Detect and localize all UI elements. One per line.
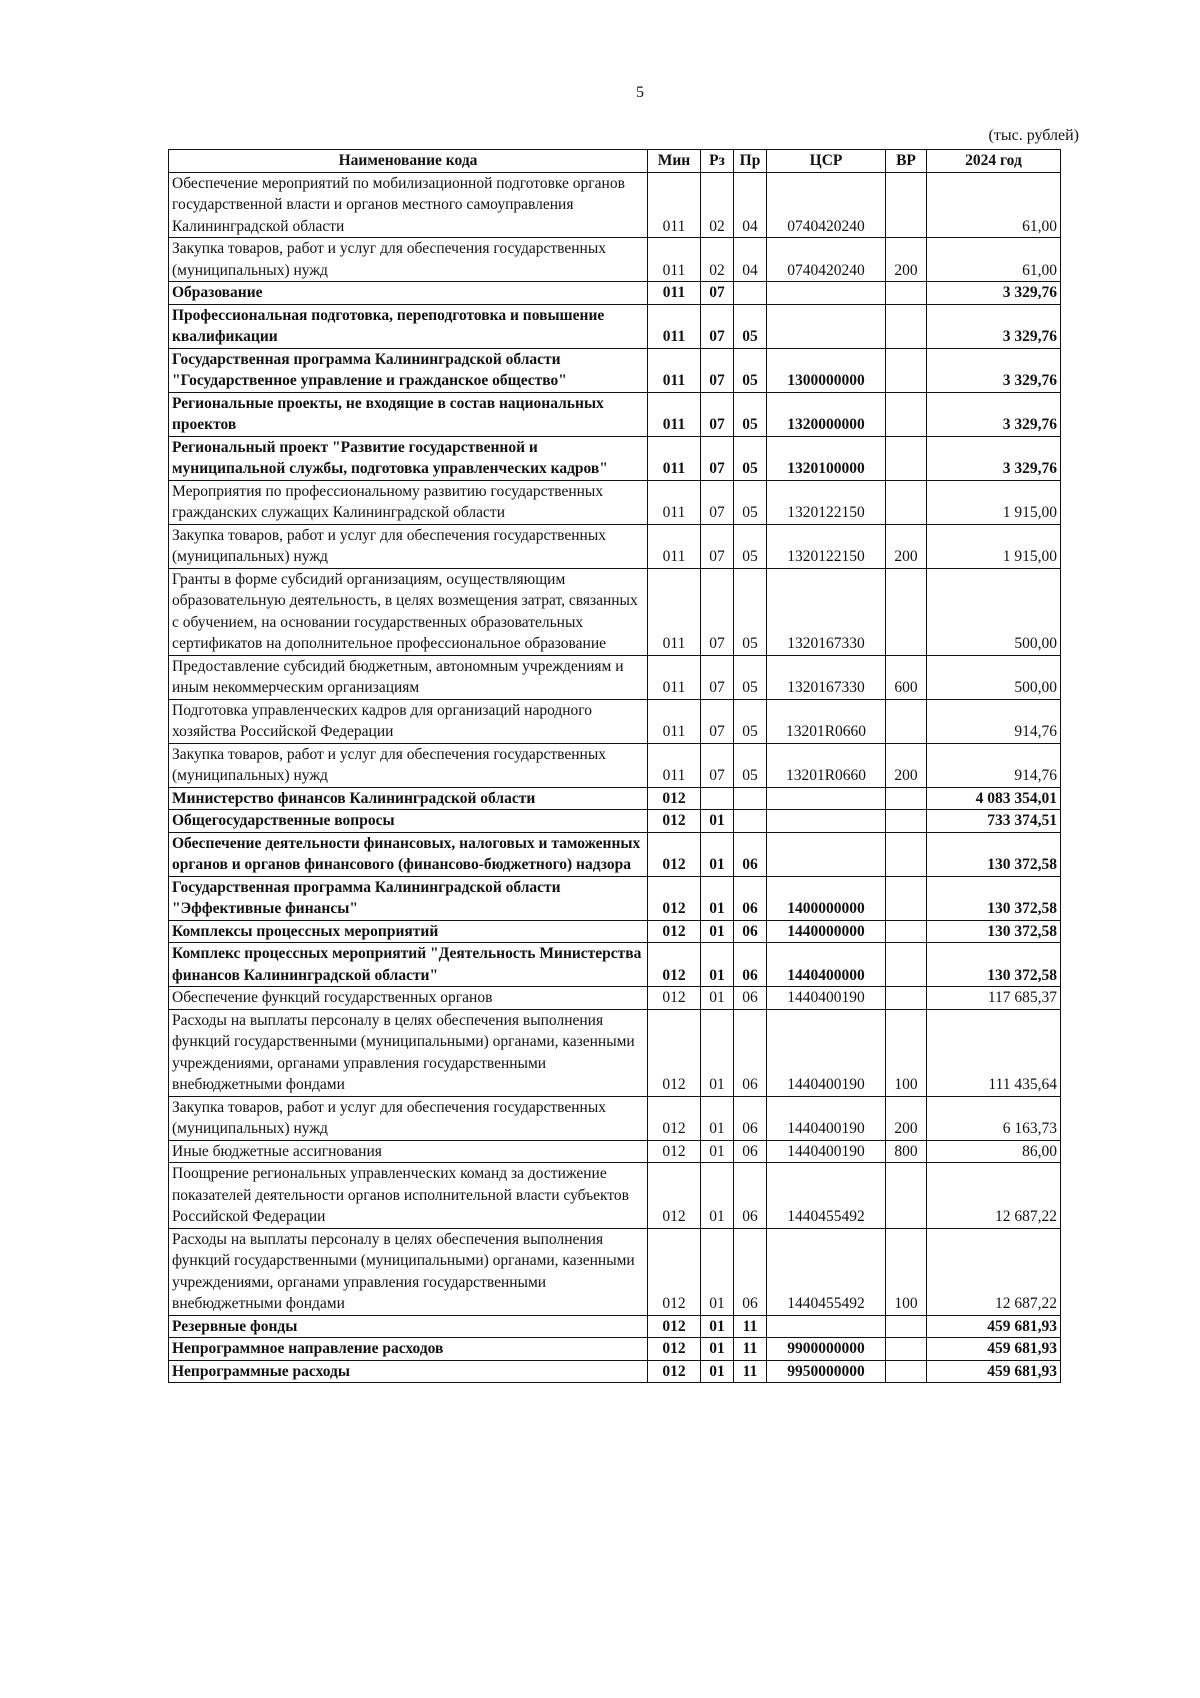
table-row	[169, 348, 1061, 392]
row-min-cell: 012	[648, 1315, 701, 1338]
row-amount-cell: 61,00	[927, 172, 1061, 238]
row-amount-cell: 130 372,58	[927, 943, 1061, 987]
row-rz-cell: 01	[701, 987, 734, 1010]
row-min-cell: 011	[648, 238, 701, 282]
row-pr-cell: 11	[734, 1338, 767, 1361]
row-rz-cell: 07	[701, 392, 734, 436]
row-vr-cell	[886, 568, 927, 655]
row-csr-cell	[767, 832, 886, 876]
table-row	[169, 943, 1061, 987]
table-row	[169, 524, 1061, 568]
row-csr-cell: 9950000000	[767, 1360, 886, 1383]
row-min-cell: 011	[648, 436, 701, 480]
row-vr-cell	[886, 436, 927, 480]
row-pr-cell: 06	[734, 1096, 767, 1140]
row-amount-cell: 3 329,76	[927, 436, 1061, 480]
row-min-cell: 012	[648, 810, 701, 833]
row-pr-cell: 06	[734, 1140, 767, 1163]
table-row	[169, 1009, 1061, 1096]
row-name-cell: Резервные фонды	[169, 1315, 648, 1338]
row-vr-cell	[886, 699, 927, 743]
row-vr-cell	[886, 1360, 927, 1383]
row-name-cell: Предоставление субсидий бюджетным, автономным учреждениям и иным некоммерческим организациям	[169, 655, 648, 699]
budget-table	[168, 149, 1061, 1383]
table-row	[169, 655, 1061, 699]
row-amount-cell: 130 372,58	[927, 920, 1061, 943]
row-min-cell: 011	[648, 392, 701, 436]
header-min: Мин	[648, 150, 701, 173]
table-row	[169, 1140, 1061, 1163]
row-name-cell: Закупка товаров, работ и услуг для обеспечения государственных (муниципальных) нужд	[169, 743, 648, 787]
row-min-cell: 012	[648, 987, 701, 1010]
table-row	[169, 392, 1061, 436]
units-label: (тыс. рублей)	[988, 127, 1079, 144]
row-name-cell: Подготовка управленческих кадров для организаций народного хозяйства Российской Федерации	[169, 699, 648, 743]
row-pr-cell: 05	[734, 480, 767, 524]
row-vr-cell	[886, 1315, 927, 1338]
row-vr-cell	[886, 348, 927, 392]
table-row	[169, 699, 1061, 743]
row-amount-cell: 500,00	[927, 655, 1061, 699]
row-amount-cell: 459 681,93	[927, 1360, 1061, 1383]
row-vr-cell: 100	[886, 1228, 927, 1315]
row-csr-cell: 13201R0660	[767, 699, 886, 743]
row-csr-cell: 1320122150	[767, 480, 886, 524]
row-rz-cell: 07	[701, 304, 734, 348]
row-min-cell: 012	[648, 1163, 701, 1229]
row-name-cell: Государственная программа Калининградской области "Эффективные финансы"	[169, 876, 648, 920]
row-pr-cell: 04	[734, 238, 767, 282]
row-min-cell: 012	[648, 1360, 701, 1383]
row-csr-cell	[767, 304, 886, 348]
row-rz-cell: 02	[701, 238, 734, 282]
row-rz-cell: 01	[701, 1360, 734, 1383]
row-csr-cell: 1320167330	[767, 568, 886, 655]
row-amount-cell: 914,76	[927, 743, 1061, 787]
row-csr-cell: 13201R0660	[767, 743, 886, 787]
row-rz-cell: 07	[701, 282, 734, 305]
row-vr-cell: 200	[886, 238, 927, 282]
row-rz-cell: 01	[701, 1009, 734, 1096]
row-rz-cell: 01	[701, 1338, 734, 1361]
row-rz-cell: 07	[701, 655, 734, 699]
row-min-cell: 011	[648, 655, 701, 699]
row-csr-cell: 9900000000	[767, 1338, 886, 1361]
row-amount-cell: 914,76	[927, 699, 1061, 743]
table-row	[169, 876, 1061, 920]
row-min-cell: 012	[648, 943, 701, 987]
table-row	[169, 1338, 1061, 1361]
row-csr-cell: 1320100000	[767, 436, 886, 480]
row-pr-cell: 06	[734, 1163, 767, 1229]
row-pr-cell: 05	[734, 655, 767, 699]
row-pr-cell: 05	[734, 392, 767, 436]
row-name-cell: Комплексы процессных мероприятий	[169, 920, 648, 943]
row-name-cell: Закупка товаров, работ и услуг для обеспечения государственных (муниципальных) нужд	[169, 238, 648, 282]
row-csr-cell: 1440400190	[767, 1009, 886, 1096]
row-name-cell: Гранты в форме субсидий организациям, осуществляющим образовательную деятельность, в целях возмещения затрат, связанных с обучением, на основании государственных образовательных сертификатов на дополнительное профессиональное образование	[169, 568, 648, 655]
row-name-cell: Профессиональная подготовка, переподготовка и повышение квалификации	[169, 304, 648, 348]
row-name-cell: Министерство финансов Калининградской области	[169, 787, 648, 810]
row-rz-cell: 01	[701, 1315, 734, 1338]
table-row	[169, 568, 1061, 655]
row-amount-cell: 3 329,76	[927, 392, 1061, 436]
row-min-cell: 012	[648, 787, 701, 810]
row-rz-cell: 01	[701, 1140, 734, 1163]
row-rz-cell: 07	[701, 699, 734, 743]
row-min-cell: 012	[648, 1096, 701, 1140]
row-min-cell: 012	[648, 832, 701, 876]
row-csr-cell: 0740420240	[767, 238, 886, 282]
row-name-cell: Комплекс процессных мероприятий "Деятельность Министерства финансов Калининградской области"	[169, 943, 648, 987]
row-rz-cell: 07	[701, 524, 734, 568]
row-vr-cell	[886, 480, 927, 524]
row-csr-cell	[767, 810, 886, 833]
row-csr-cell: 1440400190	[767, 987, 886, 1010]
row-csr-cell: 1400000000	[767, 876, 886, 920]
table-body	[169, 172, 1061, 1383]
row-min-cell: 011	[648, 568, 701, 655]
row-name-cell: Непрограммное направление расходов	[169, 1338, 648, 1361]
row-min-cell: 012	[648, 876, 701, 920]
row-pr-cell: 05	[734, 524, 767, 568]
row-name-cell: Государственная программа Калининградской области "Государственное управление и гражданское общество"	[169, 348, 648, 392]
row-amount-cell: 12 687,22	[927, 1228, 1061, 1315]
row-csr-cell: 1300000000	[767, 348, 886, 392]
row-amount-cell: 86,00	[927, 1140, 1061, 1163]
row-csr-cell: 1440400190	[767, 1096, 886, 1140]
row-vr-cell	[886, 832, 927, 876]
row-pr-cell: 06	[734, 832, 767, 876]
table-row	[169, 304, 1061, 348]
row-vr-cell	[886, 392, 927, 436]
row-amount-cell: 3 329,76	[927, 282, 1061, 305]
row-amount-cell: 733 374,51	[927, 810, 1061, 833]
row-pr-cell: 05	[734, 699, 767, 743]
row-amount-cell: 12 687,22	[927, 1163, 1061, 1229]
row-name-cell: Непрограммные расходы	[169, 1360, 648, 1383]
row-amount-cell: 3 329,76	[927, 304, 1061, 348]
row-pr-cell	[734, 810, 767, 833]
table-row	[169, 480, 1061, 524]
row-vr-cell	[886, 172, 927, 238]
row-min-cell: 011	[648, 743, 701, 787]
table-row	[169, 238, 1061, 282]
header-rz: Рз	[701, 150, 734, 173]
row-name-cell: Расходы на выплаты персоналу в целях обеспечения выполнения функций государственными (муниципальными) органами, казенными учреждениями, органами управления государственными внебюджетными фондами	[169, 1009, 648, 1096]
row-rz-cell: 01	[701, 943, 734, 987]
row-min-cell: 012	[648, 1338, 701, 1361]
row-rz-cell: 01	[701, 1096, 734, 1140]
row-vr-cell	[886, 810, 927, 833]
row-name-cell: Обеспечение деятельности финансовых, налоговых и таможенных органов и органов финансового (финансово-бюджетного) надзора	[169, 832, 648, 876]
row-pr-cell: 06	[734, 943, 767, 987]
row-rz-cell: 01	[701, 810, 734, 833]
row-rz-cell	[701, 787, 734, 810]
row-rz-cell: 01	[701, 876, 734, 920]
row-rz-cell: 01	[701, 1163, 734, 1229]
table-row	[169, 920, 1061, 943]
row-name-cell: Расходы на выплаты персоналу в целях обеспечения выполнения функций государственными (муниципальными) органами, казенными учреждениями, органами управления государственными внебюджетными фондами	[169, 1228, 648, 1315]
row-pr-cell	[734, 787, 767, 810]
row-rz-cell: 01	[701, 1228, 734, 1315]
row-pr-cell: 06	[734, 1228, 767, 1315]
row-amount-cell: 459 681,93	[927, 1338, 1061, 1361]
row-pr-cell: 05	[734, 304, 767, 348]
row-name-cell: Региональный проект "Развитие государственной и муниципальной службы, подготовка управленческих кадров"	[169, 436, 648, 480]
row-pr-cell	[734, 282, 767, 305]
row-name-cell: Закупка товаров, работ и услуг для обеспечения государственных (муниципальных) нужд	[169, 1096, 648, 1140]
row-pr-cell: 05	[734, 743, 767, 787]
row-vr-cell	[886, 876, 927, 920]
row-rz-cell: 01	[701, 832, 734, 876]
row-amount-cell: 6 163,73	[927, 1096, 1061, 1140]
row-amount-cell: 500,00	[927, 568, 1061, 655]
row-rz-cell: 07	[701, 568, 734, 655]
row-pr-cell: 11	[734, 1360, 767, 1383]
row-rz-cell: 07	[701, 480, 734, 524]
table-row	[169, 282, 1061, 305]
row-vr-cell	[886, 1338, 927, 1361]
row-name-cell: Обеспечение мероприятий по мобилизационной подготовке органов государственной власти и органов местного самоуправления Калининградской области	[169, 172, 648, 238]
row-name-cell: Поощрение региональных управленческих команд за достижение показателей деятельности органов исполнительной власти субъектов Российской Федерации	[169, 1163, 648, 1229]
row-rz-cell: 07	[701, 743, 734, 787]
row-rz-cell: 07	[701, 348, 734, 392]
row-pr-cell: 06	[734, 987, 767, 1010]
row-vr-cell	[886, 304, 927, 348]
table-row	[169, 172, 1061, 238]
row-amount-cell: 3 329,76	[927, 348, 1061, 392]
row-amount-cell: 459 681,93	[927, 1315, 1061, 1338]
row-amount-cell: 130 372,58	[927, 876, 1061, 920]
row-pr-cell: 05	[734, 436, 767, 480]
row-pr-cell: 11	[734, 1315, 767, 1338]
row-amount-cell: 111 435,64	[927, 1009, 1061, 1096]
row-vr-cell: 200	[886, 743, 927, 787]
row-vr-cell	[886, 943, 927, 987]
row-pr-cell: 04	[734, 172, 767, 238]
row-amount-cell: 1 915,00	[927, 480, 1061, 524]
table-row	[169, 1360, 1061, 1383]
row-min-cell: 011	[648, 348, 701, 392]
table-row	[169, 1163, 1061, 1229]
table-header-row	[169, 150, 1061, 173]
row-vr-cell	[886, 987, 927, 1010]
table-row	[169, 832, 1061, 876]
table-row	[169, 810, 1061, 833]
header-pr: Пр	[734, 150, 767, 173]
row-csr-cell: 0740420240	[767, 172, 886, 238]
row-vr-cell	[886, 282, 927, 305]
row-min-cell: 011	[648, 172, 701, 238]
row-csr-cell	[767, 1315, 886, 1338]
row-min-cell: 011	[648, 282, 701, 305]
row-csr-cell	[767, 282, 886, 305]
row-min-cell: 012	[648, 1009, 701, 1096]
row-pr-cell: 06	[734, 920, 767, 943]
table-row	[169, 787, 1061, 810]
row-csr-cell: 1320122150	[767, 524, 886, 568]
table-row	[169, 743, 1061, 787]
row-vr-cell	[886, 1163, 927, 1229]
table-row	[169, 1096, 1061, 1140]
row-name-cell: Закупка товаров, работ и услуг для обеспечения государственных (муниципальных) нужд	[169, 524, 648, 568]
row-csr-cell: 1440455492	[767, 1228, 886, 1315]
row-min-cell: 012	[648, 1228, 701, 1315]
row-amount-cell: 117 685,37	[927, 987, 1061, 1010]
header-csr: ЦСР	[767, 150, 886, 173]
row-csr-cell: 1440400000	[767, 943, 886, 987]
row-vr-cell	[886, 787, 927, 810]
table-row	[169, 987, 1061, 1010]
page-number: 5	[636, 84, 644, 101]
row-min-cell: 011	[648, 480, 701, 524]
row-pr-cell: 06	[734, 876, 767, 920]
row-amount-cell: 1 915,00	[927, 524, 1061, 568]
row-csr-cell	[767, 787, 886, 810]
row-vr-cell: 100	[886, 1009, 927, 1096]
row-name-cell: Региональные проекты, не входящие в состав национальных проектов	[169, 392, 648, 436]
row-name-cell: Иные бюджетные ассигнования	[169, 1140, 648, 1163]
row-csr-cell: 1440455492	[767, 1163, 886, 1229]
table-row	[169, 436, 1061, 480]
row-pr-cell: 06	[734, 1009, 767, 1096]
header-vr: ВР	[886, 150, 927, 173]
row-name-cell: Обеспечение функций государственных органов	[169, 987, 648, 1010]
row-vr-cell: 200	[886, 524, 927, 568]
row-min-cell: 011	[648, 699, 701, 743]
row-pr-cell: 05	[734, 568, 767, 655]
row-vr-cell: 200	[886, 1096, 927, 1140]
row-vr-cell	[886, 920, 927, 943]
header-name: Наименование кода	[169, 150, 648, 173]
row-name-cell: Мероприятия по профессиональному развитию государственных гражданских служащих Калининградской области	[169, 480, 648, 524]
row-min-cell: 012	[648, 920, 701, 943]
row-rz-cell: 01	[701, 920, 734, 943]
row-name-cell: Образование	[169, 282, 648, 305]
row-rz-cell: 02	[701, 172, 734, 238]
row-pr-cell: 05	[734, 348, 767, 392]
table-row	[169, 1228, 1061, 1315]
row-amount-cell: 61,00	[927, 238, 1061, 282]
row-vr-cell: 800	[886, 1140, 927, 1163]
row-csr-cell: 1440000000	[767, 920, 886, 943]
row-csr-cell: 1440400190	[767, 1140, 886, 1163]
table-row	[169, 1315, 1061, 1338]
row-min-cell: 011	[648, 304, 701, 348]
row-amount-cell: 4 083 354,01	[927, 787, 1061, 810]
row-name-cell: Общегосударственные вопросы	[169, 810, 648, 833]
header-year: 2024 год	[927, 150, 1061, 173]
row-csr-cell: 1320167330	[767, 655, 886, 699]
row-amount-cell: 130 372,58	[927, 832, 1061, 876]
row-rz-cell: 07	[701, 436, 734, 480]
row-min-cell: 011	[648, 524, 701, 568]
row-min-cell: 012	[648, 1140, 701, 1163]
row-vr-cell: 600	[886, 655, 927, 699]
row-csr-cell: 1320000000	[767, 392, 886, 436]
